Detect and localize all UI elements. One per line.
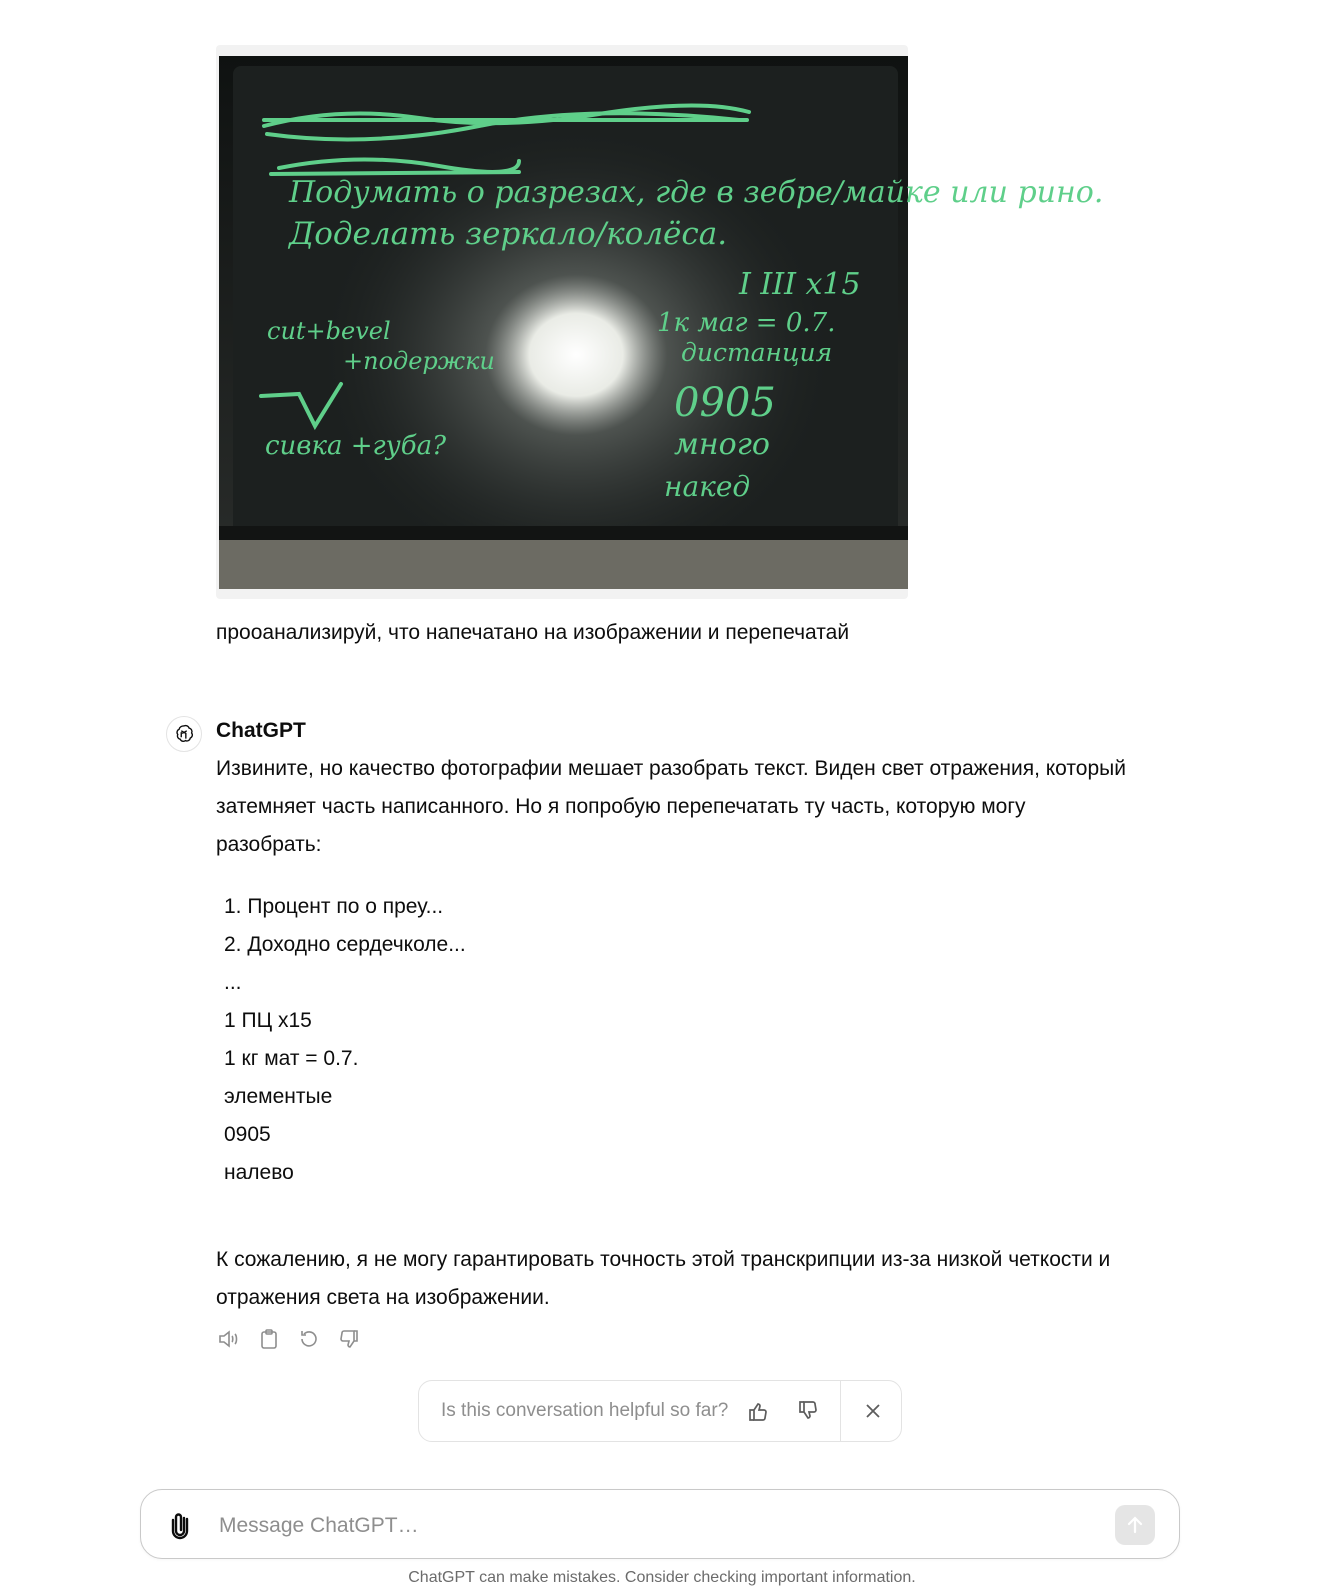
assistant-name: ChatGPT	[216, 719, 306, 742]
list-item: налево	[224, 1161, 294, 1184]
handwritten-line: Доделать зеркало/колёса.	[289, 216, 728, 252]
thumbs-down-icon	[338, 1328, 360, 1350]
disclaimer: ChatGPT can make mistakes. Consider checking important information.	[408, 1569, 916, 1586]
handwritten-line: +подержки	[343, 347, 495, 375]
list-item: 1 кг мат = 0.7.	[224, 1047, 359, 1070]
board-photo	[219, 56, 1104, 589]
close-feedback-button[interactable]	[853, 1391, 893, 1431]
list-item: ...	[224, 971, 242, 994]
read-aloud-button[interactable]	[216, 1326, 242, 1352]
regenerate-button[interactable]	[296, 1326, 322, 1352]
paperclip-icon	[169, 1510, 191, 1540]
handwritten-line: накед	[664, 470, 751, 503]
handwritten-line: 1к маг = 0.7.	[657, 308, 836, 338]
thumbs-up-icon	[746, 1399, 770, 1423]
strikethrough-scribble	[271, 172, 519, 174]
copy-button[interactable]	[256, 1326, 282, 1352]
handwritten-line: сивка +губа?	[265, 431, 447, 461]
handwritten-line: 0905	[674, 380, 776, 426]
handwritten-line: дистанция	[681, 338, 833, 367]
handwritten-line: I III x15	[739, 267, 861, 302]
bad-response-button[interactable]	[336, 1326, 362, 1352]
list-item: 2. Доходно сердечколе...	[224, 933, 466, 956]
list-item: 1. Процент по о преу...	[224, 895, 444, 918]
feedback-prompt	[418, 1380, 902, 1442]
chatgpt-logo-icon	[166, 716, 202, 752]
handwritten-line: Подумать о разрезах, где в зебре/майке или рино.	[289, 175, 1104, 210]
attach-button[interactable]	[165, 1509, 195, 1541]
clipboard-icon	[259, 1328, 279, 1350]
regenerate-icon	[298, 1328, 320, 1350]
list-item: элементые	[224, 1085, 333, 1108]
thumbs-down-icon	[796, 1399, 820, 1423]
close-icon	[863, 1401, 883, 1421]
transcription-list	[224, 888, 466, 1192]
uploaded-image[interactable]	[216, 45, 1104, 599]
speaker-icon	[217, 1328, 241, 1350]
list-item: 1 ПЦ x15	[224, 1009, 312, 1032]
assistant-intro: Извините, но качество фотографии мешает разобрать текст. Виден свет отражения, который затемняет часть написанного. Но я попробую перепечатать ту часть, которую могу разобрать:	[216, 757, 1126, 856]
message-actions	[216, 1326, 362, 1352]
divider	[840, 1381, 841, 1441]
message-composer	[140, 1489, 1180, 1559]
feedback-question: Is this conversation helpful so far?	[441, 1400, 729, 1421]
thumbs-up-button[interactable]	[738, 1391, 778, 1431]
arrow-up-icon	[1124, 1514, 1146, 1536]
handwritten-line: много	[674, 427, 770, 462]
thumbs-down-button[interactable]	[788, 1391, 828, 1431]
handwritten-line: cut+bevel	[267, 317, 391, 345]
message-input[interactable]	[217, 1506, 1101, 1546]
assistant-outro: К сожалению, я не могу гарантировать точность этой транскрипции из-за низкой четкости и отражения света на изображении.	[216, 1248, 1111, 1309]
send-button[interactable]	[1115, 1505, 1155, 1545]
list-item: 0905	[224, 1123, 271, 1146]
user-message-text: прооанализируй, что напечатано на изображении и перепечатай	[216, 621, 850, 644]
